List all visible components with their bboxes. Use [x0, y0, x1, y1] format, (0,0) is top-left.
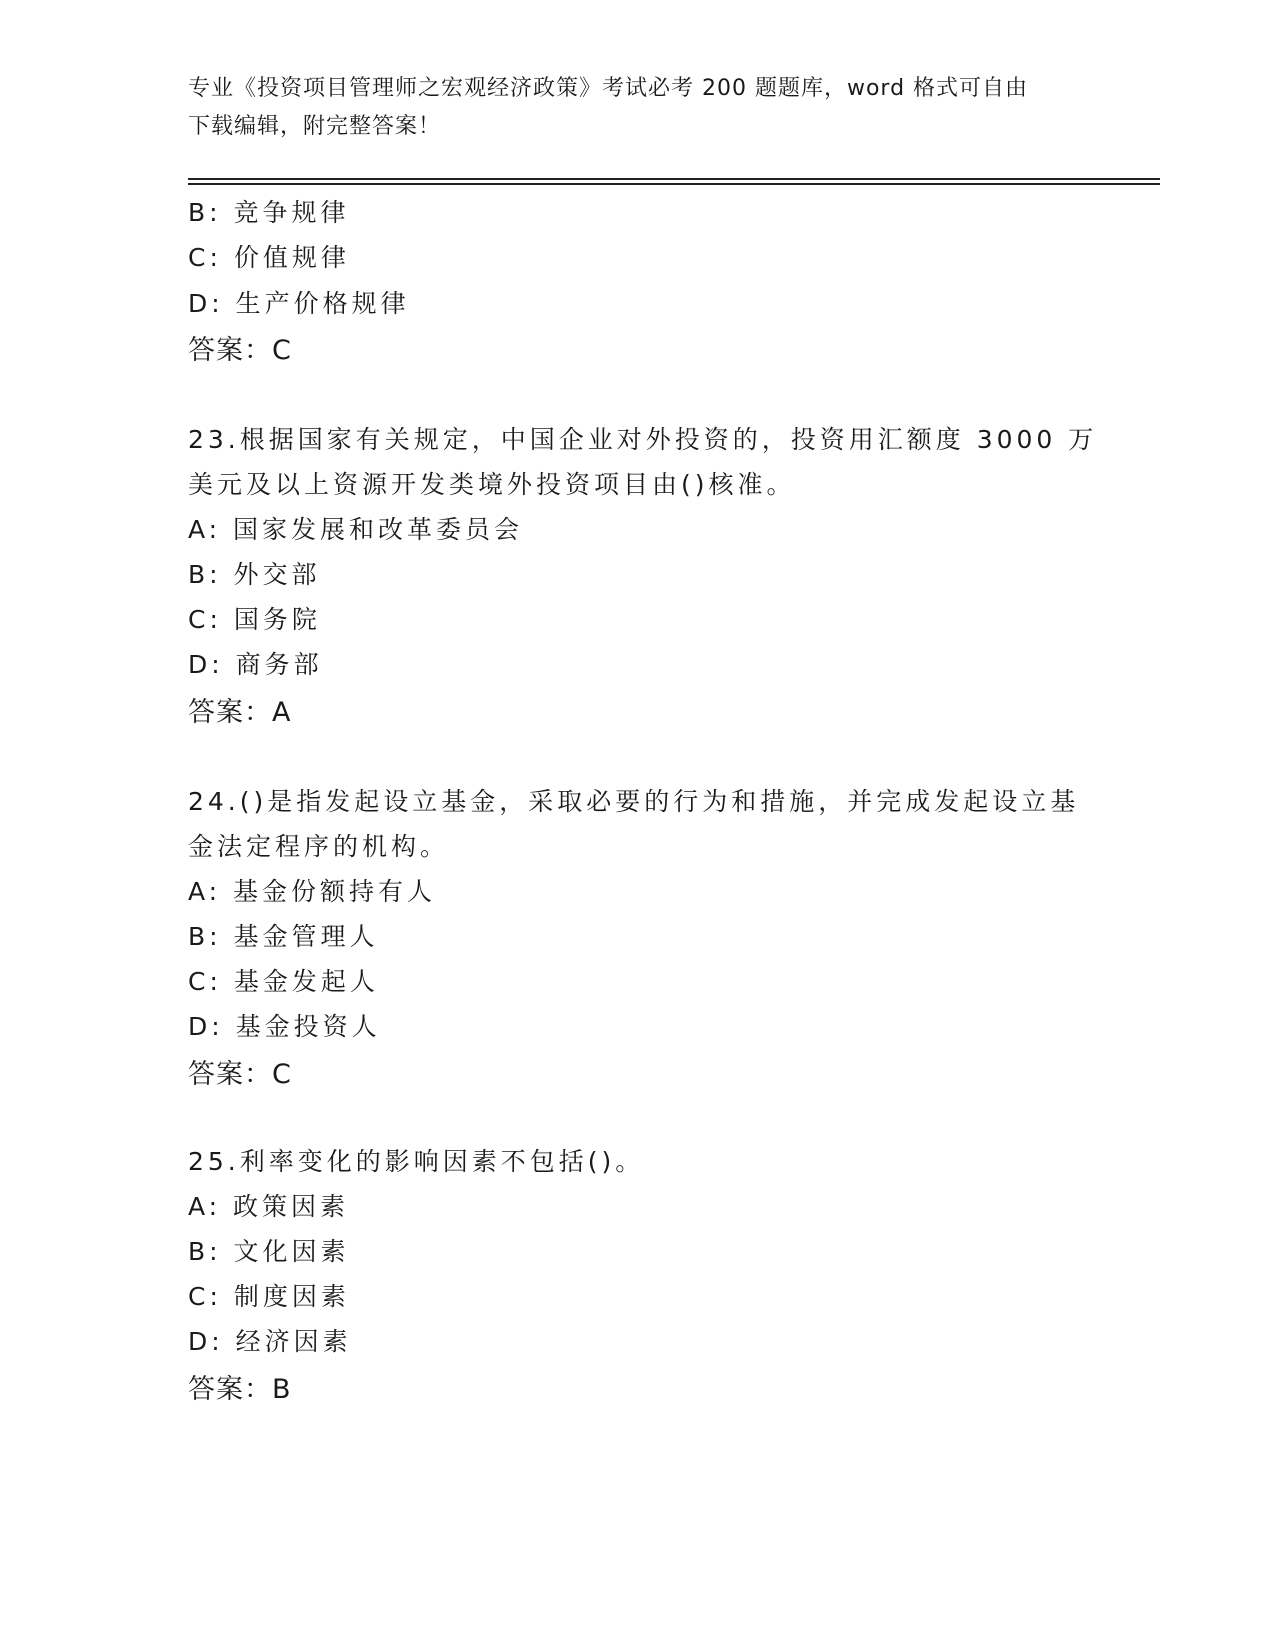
- header-divider-top: [188, 178, 1160, 180]
- prev-option-d: D: 生产价格规律: [188, 289, 410, 318]
- q23-option-b: B: 外交部: [188, 560, 321, 589]
- q23-option-a: A: 国家发展和改革委员会: [188, 515, 524, 544]
- q25-stem-line-1: 25.利率变化的影响因素不包括()。: [188, 1147, 645, 1176]
- q23-answer: 答案：A: [188, 697, 292, 728]
- q24-option-a: A: 基金份额持有人: [188, 877, 437, 906]
- q24-option-d: D: 基金投资人: [188, 1012, 381, 1041]
- q23-option-d: D: 商务部: [188, 650, 323, 679]
- document-header: [188, 70, 1088, 146]
- header-intro-line-1: 专业《投资项目管理师之宏观经济政策》考试必考 200 题题库，word 格式可自由: [188, 76, 1029, 101]
- q25-option-d: D: 经济因素: [188, 1327, 352, 1356]
- q23-stem-line-1: 23.根据国家有关规定，中国企业对外投资的，投资用汇额度 3000 万: [188, 425, 1098, 454]
- q25-option-b: B: 文化因素: [188, 1237, 350, 1266]
- q24-stem-line-2: 金法定程序的机构。: [188, 832, 450, 861]
- q23-stem-line-2: 美元及以上资源开发类境外投资项目由()核准。: [188, 470, 796, 499]
- q23-option-c: C: 国务院: [188, 605, 321, 634]
- header-divider-bottom: [188, 183, 1160, 185]
- header-intro-line-2: 下载编辑，附完整答案！: [188, 114, 442, 139]
- prev-answer: 答案：C: [188, 335, 292, 366]
- q25-option-c: C: 制度因素: [188, 1282, 350, 1311]
- q24-stem-line-1: 24.()是指发起设立基金，采取必要的行为和措施，并完成发起设立基: [188, 787, 1080, 816]
- q25-answer: 答案：B: [188, 1374, 292, 1405]
- prev-option-c: C: 价值规律: [188, 243, 350, 272]
- q25-option-a: A: 政策因素: [188, 1192, 350, 1221]
- q24-answer: 答案：C: [188, 1059, 292, 1090]
- q24-option-c: C: 基金发起人: [188, 967, 379, 996]
- prev-option-b: B: 竞争规律: [188, 198, 350, 227]
- q24-option-b: B: 基金管理人: [188, 922, 379, 951]
